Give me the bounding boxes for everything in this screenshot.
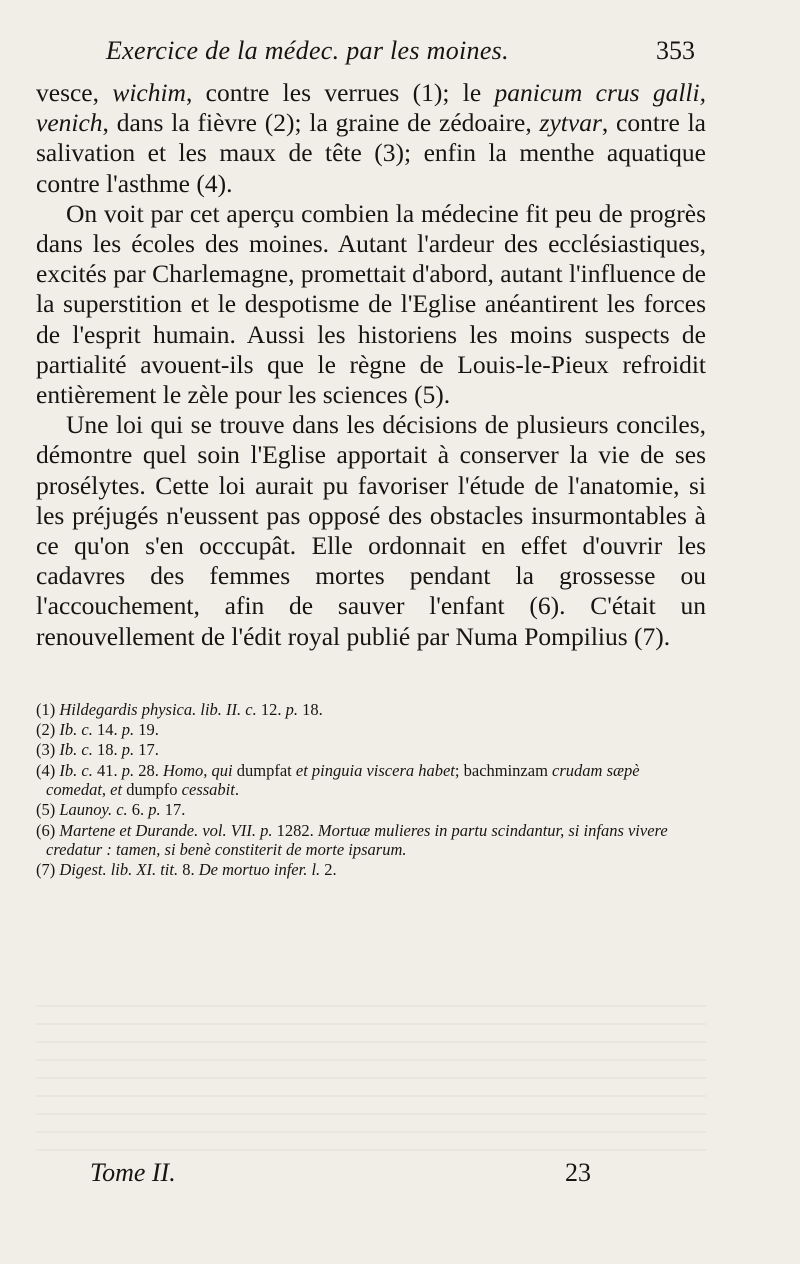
text-run: , contre la salivation et les maux de tête (3); enfin la menthe aquatique contre l'asthme (4).: [36, 108, 706, 198]
text-run: Digest. lib. XI. tit.: [59, 860, 179, 880]
text-run: ,: [101, 780, 111, 800]
text-run: p.: [121, 720, 135, 740]
running-head: [36, 34, 700, 78]
text-run: (5): [36, 800, 60, 820]
text-run: p.: [121, 740, 135, 760]
text-run: panicum crus galli, venich: [36, 78, 706, 138]
text-run: Hildegardis physica. lib. II. c.: [59, 699, 257, 719]
text-run: Mortuæ mulieres in partu scindantur, si infans vivere credatur : tamen, si benè constiterit de morte ipsarum.: [46, 820, 668, 859]
text-run: Une loi qui se trouve dans les décisions de plusieurs conciles, démontre quel soin l'Eglise apportait à conserver la vie de ses prosélytes. Cette loi aurait pu favoriser l'étude de l'anatomie, si les préjugés n'eussent pas opposé des obstacles insurmontables à ce qu'on s'en occcupât. Elle ordonnait en effet d'ouvrir les cadavres des femmes mortes pendant la grossesse ou l'accouchement, afin de sauver l'enfant (6). C'était un renouvellement de l'édit royal publié par Numa Pompilius (7).: [36, 410, 706, 651]
text-run: 18.: [92, 740, 122, 760]
text-run: 17.: [160, 800, 186, 820]
text-run: et pinguia viscera habet: [295, 760, 455, 780]
text-run: (1): [36, 699, 60, 719]
text-run: p.: [285, 699, 298, 719]
footnote-1: [36, 700, 701, 719]
text-run: 41.: [92, 760, 122, 780]
text-run: p.: [121, 760, 135, 780]
text-run: (4): [36, 760, 60, 780]
paragraph-2: [36, 199, 706, 410]
text-run: 6.: [127, 800, 149, 820]
text-run: Ib. c.: [59, 720, 93, 740]
text-run: (6): [36, 820, 60, 840]
text-run: 12.: [256, 699, 286, 719]
text-run: 8.: [178, 860, 199, 880]
signature-mark-volume: Tome II.: [90, 1158, 176, 1187]
text-run: 14.: [92, 720, 122, 740]
footnotes: [36, 700, 701, 880]
text-run: ,: [203, 760, 212, 780]
main-text: [36, 78, 706, 652]
text-run: , contre les verrues (1); le: [185, 78, 495, 107]
footnote-4: [36, 761, 701, 800]
footnote-7: [36, 860, 701, 879]
text-run: vesce,: [36, 78, 113, 107]
running-title: Exercice de la médec. par les moines.: [106, 36, 509, 65]
text-run: On voit par cet aperçu combien la médecine fit peu de progrès dans les écoles des moines. Autant l'ardeur des ecclésiastiques, excités par Charlemagne, promettait d'abord, autant l'influence de la superstition et le despotisme de l'Eglise anéantirent les forces de l'esprit humain. Aussi les historiens les moins suspects de partialité avouent-ils que le règne de Louis-le-Pieux refroidit entièrement le zèle pour les sciences (5).: [36, 198, 706, 410]
text-run: 1282.: [272, 820, 318, 840]
text-run: (2): [36, 720, 60, 740]
page-number: 353: [656, 36, 695, 65]
text-run: p.: [148, 800, 161, 820]
text-run: (3): [36, 740, 60, 760]
text-run: Ib. c.: [59, 740, 93, 760]
show-through-texture: [36, 1005, 706, 1155]
footnote-2: [36, 720, 701, 739]
text-run: dumpfat: [232, 760, 296, 780]
footnote-6: [36, 821, 701, 860]
text-run: De mortuo infer. l.: [198, 860, 321, 880]
text-run: 2.: [320, 860, 337, 880]
text-run: Martene et Durande. vol. VII. p.: [59, 820, 273, 840]
text-run: crudam sæpè comedat: [46, 760, 640, 800]
text-run: Ib. c.: [59, 760, 93, 780]
text-run: et: [110, 780, 123, 800]
signature-mark-number: 23: [565, 1158, 591, 1187]
text-run: Launoy. c.: [59, 800, 128, 820]
text-run: Homo: [162, 760, 204, 780]
text-run: 18.: [297, 699, 323, 719]
text-run: dumpfo: [122, 780, 182, 800]
text-run: 17.: [134, 740, 159, 760]
text-run: ; bachminzam: [454, 760, 553, 780]
text-run: , dans la fièvre (2); la graine de zédoaire,: [102, 108, 540, 138]
text-run: zytvar: [539, 108, 602, 138]
text-run: 19.: [134, 720, 159, 740]
footnote-5: [36, 800, 701, 819]
text-run: (7): [36, 860, 60, 880]
paragraph-1: [36, 78, 706, 199]
text-run: wichim: [112, 78, 186, 107]
text-run: cessabit: [181, 780, 235, 800]
footnote-3: [36, 740, 701, 759]
paragraph-3: [36, 410, 706, 652]
text-run: qui: [211, 760, 233, 780]
text-run: .: [234, 780, 239, 800]
text-run: 28.: [134, 760, 163, 780]
